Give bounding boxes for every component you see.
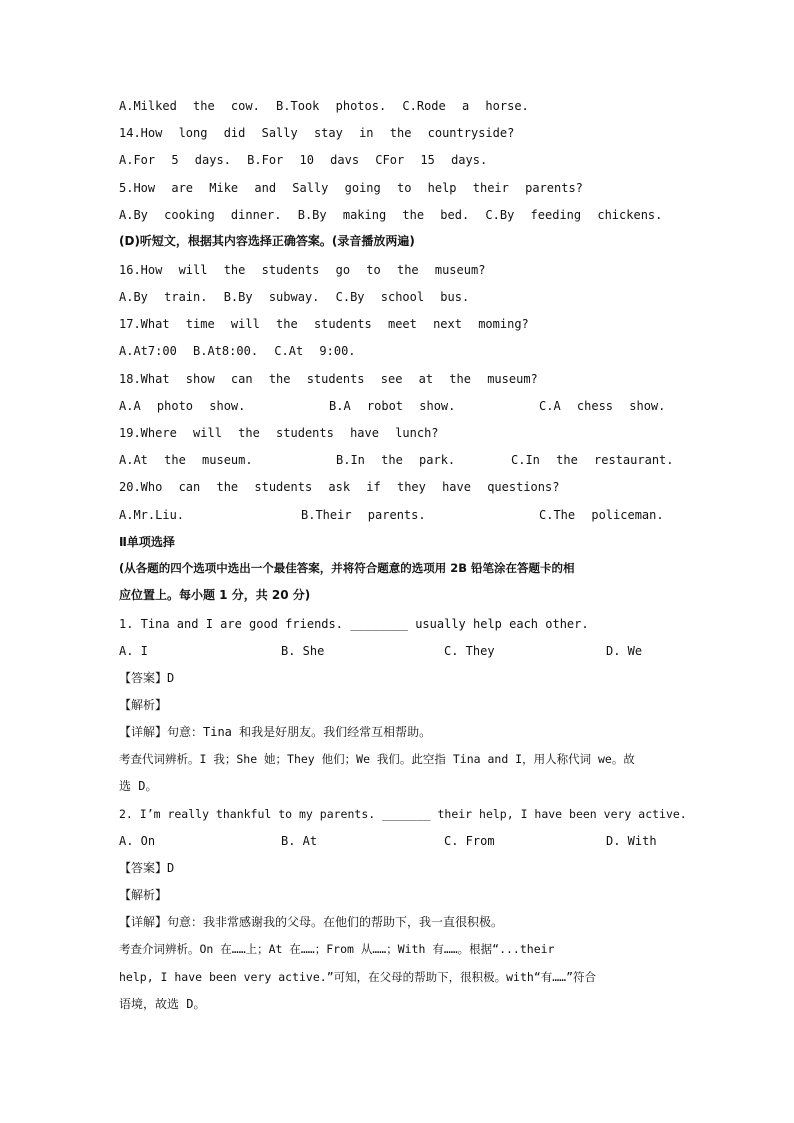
q2-detail: 【详解】句意：我非常感谢我的父母。在他们的帮助下，我一直很积极。 — [119, 915, 504, 929]
q16-options: A.By train. B.By subway. C.By school bus. — [119, 290, 470, 304]
section-2-instruction-2: 应位置上。每小题 1 分，共 20 分) — [119, 588, 311, 602]
section-2-instruction-1: (从各题的四个选项中选出一个最佳答案，并将符合题意的选项用 2B 铅笔涂在答题卡的相 — [119, 561, 575, 575]
q18-options — [119, 398, 679, 414]
q20-options — [119, 507, 679, 523]
q17-options: A.At7:00 B.At8:00. C.At 9:00. — [119, 344, 356, 358]
q2-option-d: D. With — [606, 834, 657, 848]
q2-option-c: C. From — [444, 834, 495, 848]
section-d-heading: (D)听短文，根据其内容选择正确答案。(录音播放两遍) — [119, 234, 415, 248]
q1-analysis-label: 【解析】 — [119, 698, 168, 712]
q19-option-b: B.In the park. — [336, 453, 456, 467]
q20-option-a: A.Mr.Liu. — [119, 508, 185, 522]
q19-option-a: A.At the museum. — [119, 453, 253, 467]
q19-option-c: C.In the restaurant. — [511, 453, 674, 467]
q1-option-b: B. She — [281, 644, 325, 658]
q13-options: A.Milked the cow. B.Took photos. C.Rode a horse. — [119, 99, 529, 113]
q18-option-b: B.A robot show. — [329, 399, 456, 413]
q17-question: 17.What time will the students meet next moming? — [119, 317, 529, 331]
q18-option-a: A.A photo show. — [119, 399, 246, 413]
q2-stem: 2. I’m really thankful to my parents. _______ their help, I have been very active. — [119, 807, 687, 821]
q2-options — [119, 833, 679, 849]
q2-option-b: B. At — [281, 834, 318, 848]
q1-explanation-2: 选 D。 — [119, 779, 158, 793]
q2-explanation-3: 语境，故选 D。 — [119, 997, 206, 1011]
q2-answer: 【答案】D — [119, 861, 175, 875]
q1-option-a: A. I — [119, 644, 148, 658]
q20-option-c: C.The policeman. — [539, 508, 664, 522]
q2-analysis-label: 【解析】 — [119, 888, 168, 902]
q2-option-a: A. On — [119, 834, 156, 848]
q1-answer: 【答案】D — [119, 671, 175, 685]
q20-question: 20.Who can the students ask if they have questions? — [119, 480, 560, 494]
q14-options: A.For 5 days. B.For 10 davs CFor 15 days. — [119, 153, 488, 167]
q20-option-b: B.Their parents. — [301, 508, 426, 522]
q2-explanation-2: help, I have been very active.”可知，在父母的帮助下，很积极。with“有……”符合 — [119, 970, 597, 984]
q2-explanation-1: 考查介词辨析。On 在……上；At 在……；From 从……；With 有……。根据“...their — [119, 942, 555, 956]
q16-question: 16.How will the students go to the museum? — [119, 263, 486, 277]
q18-question: 18.What show can the students see at the museum? — [119, 372, 538, 386]
q1-detail: 【详解】句意：Tina 和我是好朋友。我们经常互相帮助。 — [119, 725, 432, 739]
q1-option-d: D. We — [606, 644, 643, 658]
q1-option-c: C. They — [444, 644, 495, 658]
q15-options: A.By cooking dinner. B.By making the bed. C.By feeding chickens. — [119, 208, 663, 222]
q19-question: 19.Where will the students have lunch? — [119, 426, 439, 440]
q15-question: 5.How are Mike and Sally going to help their parents? — [119, 181, 583, 195]
q1-options — [119, 643, 679, 659]
q1-explanation-1: 考查代词辨析。I 我；She 她；They 他们；We 我们。此空指 Tina and I，用人称代词 we。故 — [119, 752, 635, 766]
q14-question: 14.How long did Sally stay in the countryside? — [119, 126, 515, 140]
section-2-title: Ⅱ单项选择 — [119, 535, 175, 549]
q18-option-c: C.A chess show. — [539, 399, 666, 413]
q1-stem: 1. Tina and I are good friends. ________ usually help each other. — [119, 617, 589, 631]
q19-options — [119, 452, 679, 468]
